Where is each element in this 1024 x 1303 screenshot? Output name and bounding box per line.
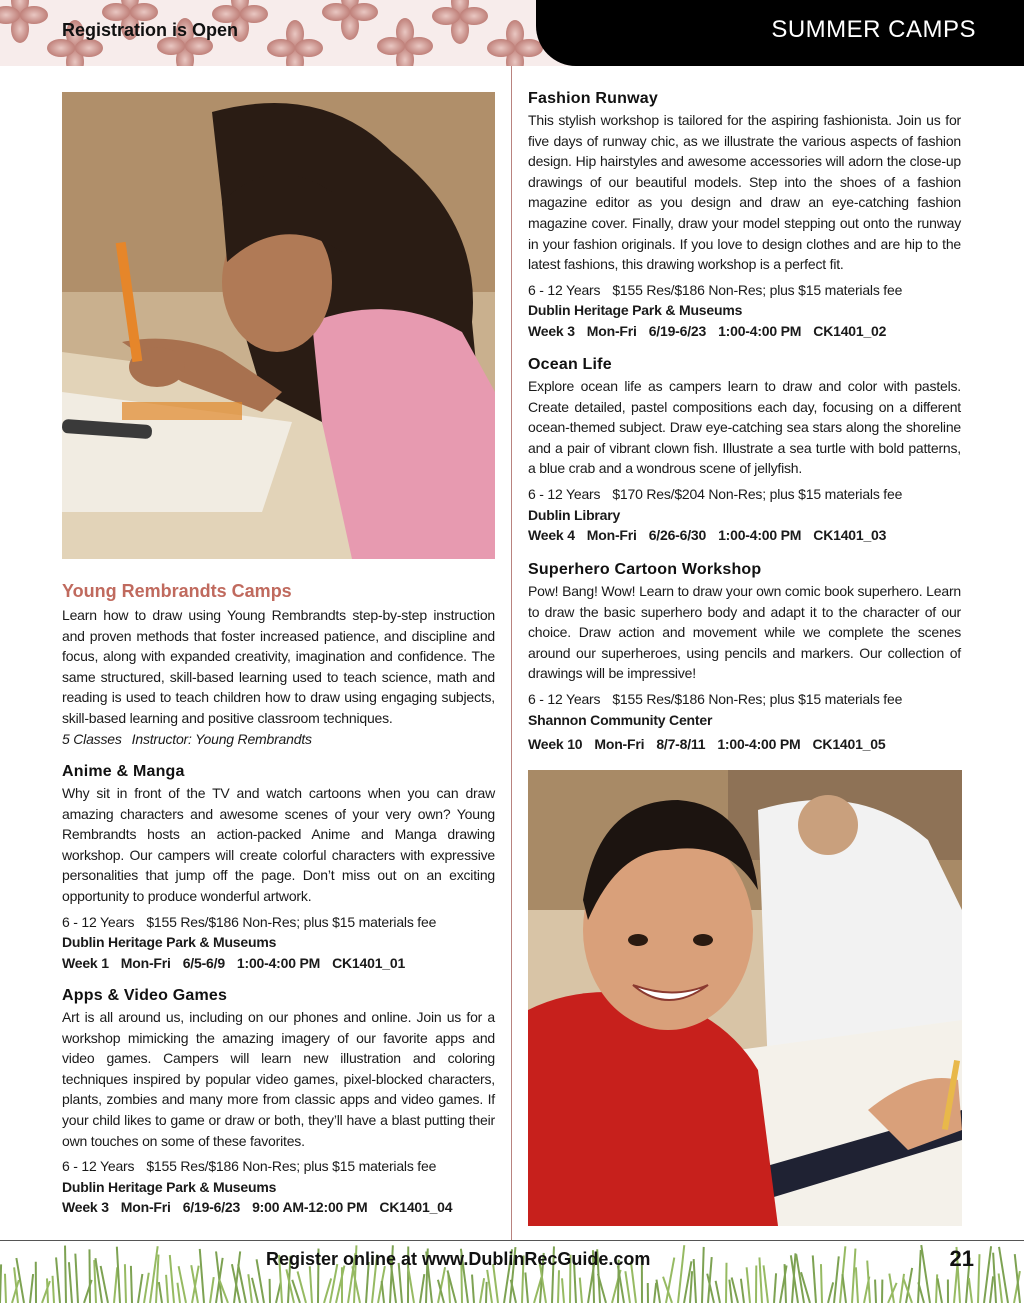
young-rembrandts-title: Young Rembrandts Camps xyxy=(62,581,292,601)
ages: 6 - 12 Years xyxy=(528,690,601,707)
section-title-banner xyxy=(536,0,1024,66)
ages: 6 - 12 Years xyxy=(62,1158,135,1175)
course-code: CK1401_03 xyxy=(813,527,887,544)
time: 9:00 AM-12:00 PM xyxy=(252,1199,368,1216)
ages: 6 - 12 Years xyxy=(528,485,601,502)
fee: $170 Res/$204 Non-Res; plus $15 materials fee xyxy=(612,485,903,502)
page-number: 21 xyxy=(949,1246,974,1271)
photo-girl-drawing xyxy=(62,92,495,559)
anime-manga-ages-fee xyxy=(62,912,495,933)
young-rembrandts-section xyxy=(62,581,495,749)
apps-video-games-title: Apps & Video Games xyxy=(62,987,228,1004)
anime-manga-description: Why sit in front of the TV and watch cartoons when you can draw amazing characters and awesome scenes of your very own? Young Rembrandts hosts an action-packed Anime and Manga drawing workshop. Our campers will create colorful characters with expressive personalities that jump off the page. Don’t miss out on an exciting opportunity to produce wonderful artwork. xyxy=(62,785,495,904)
time: 1:00-4:00 PM xyxy=(236,954,321,971)
superhero-workshop-title: Superhero Cartoon Workshop xyxy=(528,561,762,578)
ocean-life-description: Explore ocean life as campers learn to draw and color with pastels. Create detailed, pastel compositions each day, focusing on a different ocean-themed subject. Draw eye-catching sea stars along the shoreline and a pair of vibrant clown fish. Illustrate a sea turtle with bold patterns, a blue crab and a wondrous scene of jellyfish. xyxy=(528,378,961,477)
photo-boy-drawing xyxy=(528,770,962,1226)
ocean-life-location: Dublin Library xyxy=(528,506,621,523)
fashion-runway-title: Fashion Runway xyxy=(528,90,658,107)
ocean-life-ages-fee xyxy=(528,484,961,505)
apps-video-games-schedule xyxy=(62,1197,495,1218)
week: Week 3 xyxy=(62,1199,109,1216)
apps-video-games-ages-fee xyxy=(62,1156,495,1177)
course-code: CK1401_05 xyxy=(812,736,886,753)
ocean-life-schedule xyxy=(528,525,961,546)
fashion-runway-description: This stylish workshop is tailored for the aspiring fashionista. Join us for five days of runway chic, as we illustrate the various aspects of fashion design. Hip hairstyles and awesome accessories will adorn the close-up drawings of our beautiful models. Step into the shoes of a fashion magazine editor as you design and draw an eye-catching fashion magazine cover. Finally, draw your model stepping out onto the runway in your fashion originals. If you love to design clothes and are hip to the latest fashions, this drawing workshop is a perfect fit. xyxy=(528,112,961,273)
fee: $155 Res/$186 Non-Res; plus $15 materials fee xyxy=(146,913,437,930)
anime-manga-title: Anime & Manga xyxy=(62,763,185,780)
course-code: CK1401_01 xyxy=(332,954,406,971)
course-code: CK1401_04 xyxy=(379,1199,453,1216)
week: Week 10 xyxy=(528,736,583,753)
days: Mon-Fri xyxy=(586,527,637,544)
ages: 6 - 12 Years xyxy=(62,913,135,930)
fashion-runway-ages-fee xyxy=(528,280,961,301)
anime-manga-section xyxy=(62,763,495,973)
apps-video-games-location: Dublin Heritage Park & Museums xyxy=(62,1178,277,1195)
fee: $155 Res/$186 Non-Res; plus $15 materials fee xyxy=(612,690,903,707)
week: Week 4 xyxy=(528,527,575,544)
page-footer xyxy=(0,1241,1024,1303)
superhero-workshop-ages-fee xyxy=(528,689,961,710)
time: 1:00-4:00 PM xyxy=(718,527,802,544)
superhero-workshop-description: Pow! Bang! Wow! Learn to draw your own comic book superhero. Learn to draw the basic superhero body and adapt it to the character of our choice. Draw action and movement while we complete the scenes around our superheroes, using pencils and markers. Our collection of drawings will be impressive! xyxy=(528,583,961,682)
anime-manga-schedule xyxy=(62,953,495,974)
register-online-link[interactable]: Register online at www.DublinRecGuide.com xyxy=(266,1249,651,1269)
page-header xyxy=(0,0,1024,66)
dates: 6/26-6/30 xyxy=(648,527,707,544)
instructor: Instructor: Young Rembrandts xyxy=(131,730,312,747)
time: 1:00-4:00 PM xyxy=(718,322,802,339)
dates: 6/19-6/23 xyxy=(182,1199,241,1216)
fashion-runway-schedule xyxy=(528,321,961,342)
ages: 6 - 12 Years xyxy=(528,281,601,298)
anime-manga-location: Dublin Heritage Park & Museums xyxy=(62,934,277,951)
superhero-workshop-schedule xyxy=(528,734,961,755)
week: Week 1 xyxy=(62,954,109,971)
ocean-life-title: Ocean Life xyxy=(528,356,612,373)
superhero-workshop-section xyxy=(528,561,961,755)
column-divider xyxy=(511,66,512,1240)
fee: $155 Res/$186 Non-Res; plus $15 materials fee xyxy=(146,1158,437,1175)
ocean-life-section xyxy=(528,356,961,546)
class-info xyxy=(62,729,495,750)
superhero-workshop-location: Shannon Community Center xyxy=(528,711,713,728)
days: Mon-Fri xyxy=(594,736,645,753)
class-count: 5 Classes xyxy=(62,730,122,747)
section-title: SUMMER CAMPS xyxy=(771,16,976,43)
days: Mon-Fri xyxy=(120,954,171,971)
week: Week 3 xyxy=(528,322,575,339)
fashion-runway-section xyxy=(528,90,961,342)
apps-video-games-description: Art is all around us, including on our phones and online. Join us for a workshop mimicking the amazing imagery of our favorite apps and video games. Campers will learn new illustration and coloring techniques inspired by popular video games, pixel-blocked characters, plants, zombies and many more from classic apps and video games. If your child likes to game or draw or both, they’ll have a blast putting their own touches on some of these favorites. xyxy=(62,1009,495,1149)
days: Mon-Fri xyxy=(586,322,637,339)
young-rembrandts-description: Learn how to draw using Young Rembrandts step-by-step instruction and proven methods that foster increased patience, and discipline and focus, along with expanded creativity, imagination and confidence. The same structured, skill-based learning used to teach science, math and reading is used to teach children how to draw using engaging subjects, skill-based learning and positive classroom techniques. xyxy=(62,607,495,726)
days: Mon-Fri xyxy=(120,1199,171,1216)
dates: 6/19-6/23 xyxy=(648,322,707,339)
dates: 8/7-8/11 xyxy=(656,736,706,753)
time: 1:00-4:00 PM xyxy=(717,736,801,753)
apps-video-games-section xyxy=(62,987,495,1218)
registration-open-label: Registration is Open xyxy=(62,20,239,40)
fee: $155 Res/$186 Non-Res; plus $15 materials fee xyxy=(612,281,903,298)
fashion-runway-location: Dublin Heritage Park & Museums xyxy=(528,302,743,319)
course-code: CK1401_02 xyxy=(813,322,887,339)
dates: 6/5-6/9 xyxy=(182,954,225,971)
